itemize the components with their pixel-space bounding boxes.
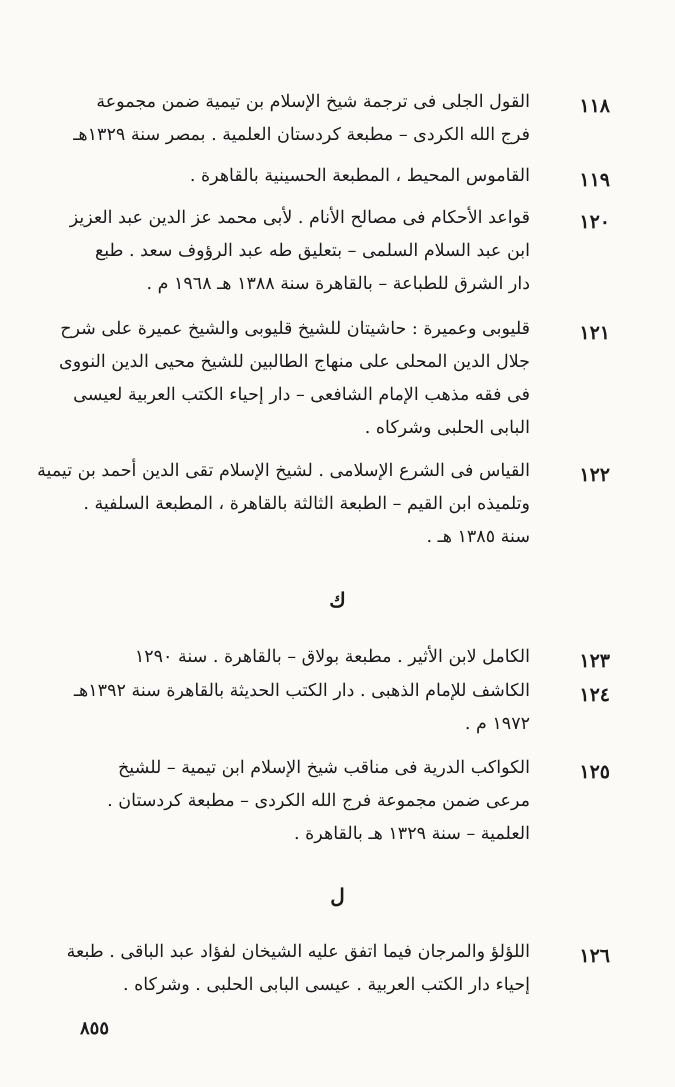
bibliography-entry — [70, 86, 610, 152]
section-heading: ك — [329, 588, 346, 612]
entry-text — [59, 313, 530, 445]
entry-line: ١٩٧٢ م . — [464, 714, 530, 734]
entry-line: فى فقه مذهب الإمام الشافعى – دار إحياء الكتب العربية لعيسى — [73, 385, 530, 405]
bibliography-entry — [59, 313, 610, 445]
entry-line: وتلميذه ابن القيم – الطبعة الثالثة بالقاهرة ، المطبعة السلفية . — [83, 494, 530, 514]
bibliography-entry — [70, 752, 610, 851]
bibliography-entry — [70, 160, 610, 193]
entry-line: الكواكب الدرية فى مناقب شيخ الإسلام ابن تيمية – للشيخ — [118, 758, 530, 778]
entry-number: ١٢٦ — [579, 945, 610, 967]
entry-text — [70, 86, 530, 152]
entry-line: ابن عبد السلام السلمى – بتعليق طه عبد الرؤوف سعد . طبع — [94, 241, 530, 261]
entry-line: إحياء دار الكتب العربية . عيسى البابى الحلبى . وشركاه . — [122, 975, 530, 995]
entry-line: جلال الدين المحلى على منهاج الطالبين للشيخ محيى الدين النووى — [59, 352, 530, 372]
entry-line: القياس فى الشرع الإسلامى . لشيخ الإسلام تقى الدين أحمد بن تيمية — [37, 461, 530, 481]
bibliography-entry — [66, 936, 610, 1002]
entry-line: مرعى ضمن مجموعة فرج الله الكردى – مطبعة كردستان . — [107, 791, 530, 811]
entry-text — [70, 641, 530, 674]
entry-line: العلمية – سنة ١٣٢٩ هـ بالقاهرة . — [294, 824, 530, 844]
entry-text — [70, 202, 530, 301]
entry-text — [70, 675, 530, 741]
entry-line: قواعد الأحكام فى مصالح الأنام . لأبى محمد عز الدين عبد العزيز — [69, 208, 530, 228]
entry-line: قليوبى وعميرة : حاشيتان للشيخ قليوبى والشيخ عميرة على شرح — [60, 319, 530, 339]
entry-text — [70, 160, 530, 193]
entry-number: ١٢١ — [579, 322, 610, 344]
entry-line: الكاشف للإمام الذهبى . دار الكتب الحديثة بالقاهرة سنة ١٣٩٢هـ — [73, 681, 530, 701]
entry-text — [37, 455, 530, 554]
bibliography-entry — [70, 202, 610, 301]
entry-text — [66, 936, 530, 1002]
entry-number: ١٢٥ — [579, 761, 610, 783]
entry-line: دار الشرق للطباعة – بالقاهرة سنة ١٣٨٨ هـ ١٩٦٨ م . — [146, 274, 530, 294]
entry-line: البابى الحلبى وشركاه . — [364, 418, 530, 438]
entry-line: القول الجلى فى ترجمة شيخ الإسلام بن تيمية ضمن مجموعة — [96, 92, 530, 112]
entry-number: ١٢٤ — [579, 684, 610, 706]
entry-number: ١٢٠ — [579, 211, 610, 233]
entry-number: ١٢٢ — [579, 464, 610, 486]
entry-number: ١١٨ — [579, 95, 610, 117]
bibliography-entry — [37, 455, 610, 554]
page-number: ٨٥٥ — [80, 1018, 110, 1039]
entry-text — [70, 752, 530, 851]
bibliography-entry — [70, 675, 610, 741]
entry-line: سنة ١٣٨٥ هـ . — [426, 527, 530, 547]
entry-line: اللؤلؤ والمرجان فيما اتفق عليه الشيخان لفؤاد عبد الباقى . طبعة — [66, 942, 530, 962]
entry-number: ١١٩ — [579, 169, 610, 191]
section-heading: ل — [330, 884, 345, 908]
entry-line: القاموس المحيط ، المطبعة الحسينية بالقاهرة . — [189, 166, 530, 186]
entry-line: الكامل لابن الأثير . مطبعة بولاق – بالقاهرة . سنة ١٢٩٠ — [134, 647, 530, 667]
entry-number: ١٢٣ — [579, 650, 610, 672]
entry-line: فرج الله الكردى – مطبعة كردستان العلمية . بمصر سنة ١٣٢٩هـ — [73, 125, 530, 145]
bibliography-entry — [70, 641, 610, 674]
